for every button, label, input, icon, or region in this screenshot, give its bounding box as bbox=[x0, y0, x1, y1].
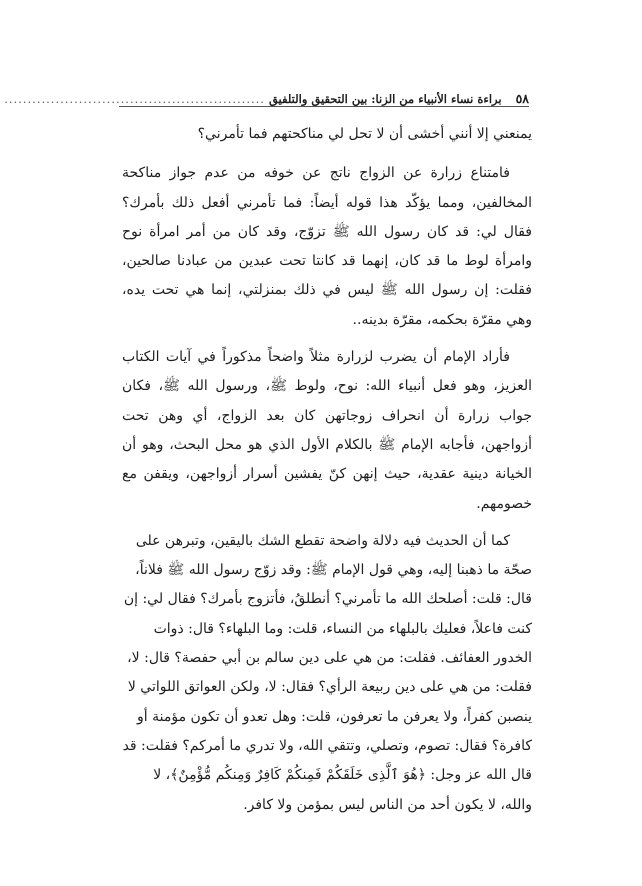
body-text bbox=[122, 120, 532, 828]
dot-leader: ........................................................ bbox=[4, 92, 265, 106]
page-number: ٥٨ bbox=[515, 91, 529, 106]
running-title: براءة نساء الأنبياء من الزنا: بين التحقيق والتلفيق bbox=[268, 92, 502, 106]
paragraph-2: فامتناع زرارة عن الزواج ناتج عن خوفه من عدم جواز مناكحة المخالفين، ومما يؤكّد هذا قوله أيضاً: فما تأمرني أفعل ذلك بأمرك؟ فقال لي: قد كان رسول الله ﷺ تزوّج، وقد كان من أمر امرأة نوح وامرأة لوط ما قد كان، إنهما قد كانتا تحت عبدين من عبادنا صالحين، فقلت: إن رسول الله ﷺ ليس في ذلك بمنزلتي، إنما هي تحت يده، وهي مقرّة بحكمه، مقرّة بدينه.. bbox=[122, 165, 532, 328]
paragraph-3: فأراد الإمام أن يضرب لزرارة مثلاً واضحاً مذكوراً في آيات الكتاب العزيز، وهو فعل أنبياء الله: نوح، ولوط ﷺ، ورسول الله ﷺ، فكان جواب زرارة أن انحراف زوجاتهن كان بعد الزواج، أي وهن تحت أزواجهن، فأجابه الإمام ﷺ بالكلام الأول الذي هو محل البحث، وهو أن الخيانة دينية عقدية، حيث إنهن كنّ يفشين أسرار أزواجهن، ويقفن مع خصومهم. bbox=[122, 349, 533, 512]
book-page bbox=[4, 0, 642, 886]
running-header bbox=[4, 84, 529, 107]
paragraph-1: يمنعني إلا أنني أخشى أن لا تحل لي مناكحتهم فما تأمرني؟ bbox=[197, 126, 532, 142]
paragraph-4: كما أن الحديث فيه دلالة واضحة تقطع الشك باليقين، وتبرهن على صحّة ما ذهبنا إليه، وهي قول الإمام ﷺ: وقد زوّج رسول الله ﷺ فلاناً، قال: قلت: أصلحك الله ما تأمرني؟ أنطلقُ، فأتزوج بأمرك؟ فقال لي: إن كنت فاعلاً، فعليك بالبلهاء من النساء، قلت: وما البلهاء؟ قال: ذوات الخدور العفائف. فقلت: من هي على دين سالم بن أبي حفصة؟ قال: لا، فقلت: من هي على دين ربيعة الرأي؟ فقال: لا، ولكن العواتق اللواتي لا ينصبن كفراً، ولا يعرفن ما تعرفون، قلت: وهل تعدو أن تكون مؤمنة أو كافرة؟ فقال: تصوم، وتصلي، وتتقي الله، ولا تدري ما أمركم؟ فقلت: قد قال الله عز وجل: ﴿هُوَ ٱلَّذِى خَلَقَكُمْ فَمِنكُمْ كَافِرٌ وَمِنكُم مُّؤْمِنٌ﴾، لا والله، لا يكون أحد من الناس ليس بمؤمن ولا كافر. bbox=[122, 532, 532, 813]
